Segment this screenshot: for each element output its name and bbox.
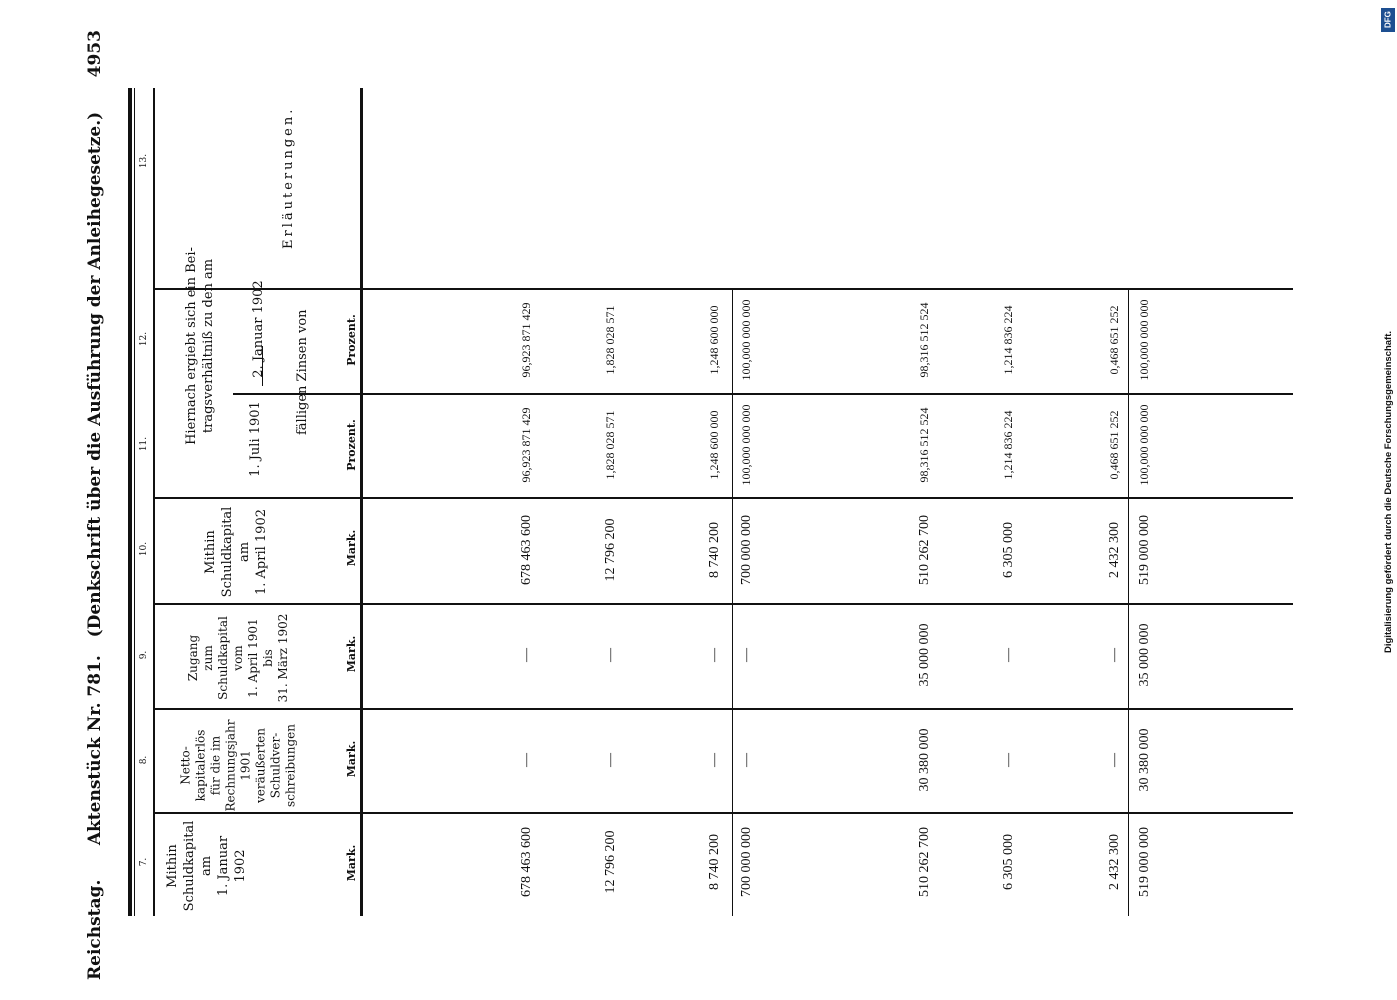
table-cell-c8: — (519, 753, 534, 767)
table-cell-c10: 510 262 700 (917, 515, 932, 585)
table-cell-c12: 98,316 512 524 (917, 302, 931, 378)
unit-col-7: Mark. (345, 844, 358, 882)
colnum-13: 13. (139, 153, 149, 169)
table-cell-c9: 35 000 000 (1137, 623, 1152, 687)
table-cell-c10: 519 000 000 (1137, 515, 1152, 585)
table-cell-c9: 35 000 000 (917, 623, 932, 687)
table-cell-c8: — (1001, 753, 1016, 767)
table-cell-c7: 6 305 000 (1001, 834, 1016, 890)
table-cell-c9: — (1107, 648, 1122, 662)
page-number: 4953 (85, 30, 105, 78)
table-cell-c8: — (1107, 753, 1122, 767)
unit-col-9: Mark. (345, 635, 358, 673)
colnum-11: 11. (139, 436, 149, 452)
table-top-rule-2 (134, 88, 135, 916)
unit-col-12: Prozent. (345, 314, 358, 366)
table-cell-c9: — (707, 648, 722, 662)
table-cell-c11: 100,000 000 000 (1137, 404, 1151, 486)
table-cell-c10: 700 000 000 (739, 515, 754, 585)
unit-col-11: Prozent. (345, 419, 358, 471)
table-cell-c8: — (707, 753, 722, 767)
table-cell-c12: 0,468 651 252 (1107, 305, 1121, 375)
table-cell-c7: 8 740 200 (707, 834, 722, 890)
colnum-8: 8. (139, 755, 149, 765)
table-cell-c8: — (603, 753, 618, 767)
header-col-13: Erläuterungen. (281, 106, 296, 249)
table-cell-c8: 30 380 000 (1137, 728, 1152, 792)
table-cell-c9: — (1001, 648, 1016, 662)
header-col-10: Mithin Schuldkapital am 1. April 1902 (203, 506, 269, 598)
table-cell-c7: 678 463 600 (519, 827, 534, 897)
table-cell-c12: 96,923 871 429 (519, 302, 533, 378)
table-cell-c7: 510 262 700 (917, 827, 932, 897)
table-top-rule-1 (128, 88, 132, 916)
colnum-12: 12. (139, 331, 149, 347)
table-cell-c11: 1,828 028 571 (603, 410, 617, 480)
table-cell-c10: 678 463 600 (519, 515, 534, 585)
table-cell-c7: 700 000 000 (739, 827, 754, 897)
colnum-7: 7. (139, 857, 149, 867)
table-cell-c12: 1,214 836 224 (1001, 305, 1015, 375)
joint-header-date-12: 2. Januar 1902 (251, 280, 266, 378)
unit-col-8: Mark. (345, 740, 358, 778)
total-sep-2 (1128, 288, 1129, 916)
joint-header-text: Hiernach ergiebt sich ein Bei- tragsverhältniß zu den am (184, 247, 216, 445)
total-sep-1 (732, 288, 733, 916)
table-cell-c11: 1,248 600 000 (707, 410, 721, 480)
table-cell-c11: 1,214 836 224 (1001, 410, 1015, 480)
table-cell-c12: 100,000 000 000 (739, 299, 753, 381)
colnum-10: 10. (139, 541, 149, 557)
table-cell-c10: 2 432 300 (1107, 522, 1122, 578)
table-cell-c11: 100,000 000 000 (739, 404, 753, 486)
table-cell-c10: 8 740 200 (707, 522, 722, 578)
table-cell-c7: 519 000 000 (1137, 827, 1152, 897)
col-sep-11-12 (233, 393, 1293, 395)
joint-header-line3: fälligen Zinsen von (295, 309, 310, 435)
table-cell-c12: 1,828 028 571 (603, 305, 617, 375)
table-cell-c10: 6 305 000 (1001, 522, 1016, 578)
table-header-rule (153, 88, 155, 916)
colnum-9: 9. (139, 650, 149, 660)
unit-col-10: Mark. (345, 529, 358, 567)
header-left: Reichstag. (85, 879, 105, 980)
table-cell-c9: — (739, 648, 754, 662)
table-cell-c8: 30 380 000 (917, 728, 932, 792)
table-unit-rule (360, 88, 363, 916)
digitization-note: Digitalisierung gefördert durch die Deutsche Forschungsgemeinschaft. (1383, 331, 1394, 653)
table-cell-c12: 100,000 000 000 (1137, 299, 1151, 381)
table-cell-c10: 12 796 200 (603, 518, 618, 582)
running-header (80, 30, 110, 980)
header-col-7: Mithin Schuldkapital am 1. Januar 1902 (164, 820, 248, 912)
table-cell-c9: — (603, 648, 618, 662)
table-cell-c11: 96,923 871 429 (519, 407, 533, 483)
table-cell-c11: 98,316 512 524 (917, 407, 931, 483)
header-col-8: Netto- kapitalerlös für die im Rechnungsjahr 1901 veräußerten Schuldver- schreibungen (178, 719, 297, 812)
dfg-logo: DFG (1381, 8, 1395, 32)
table-cell-c9: — (519, 648, 534, 662)
table-cell-c11: 0,468 651 252 (1107, 410, 1121, 480)
table-cell-c12: 1,248 600 000 (707, 305, 721, 375)
joint-header-date-11: 1. Juli 1901 (248, 401, 263, 477)
header-title: Aktenstück Nr. 781. (Denkschrift über die Ausführung der Anleihegesetze.) (85, 111, 105, 846)
table-cell-c8: — (739, 753, 754, 767)
header-col-9: Zugang zum Schuldkapital vom 1. April 1901 bis 31. März 1902 (185, 613, 290, 703)
table-cell-c7: 12 796 200 (603, 830, 618, 894)
table-cell-c7: 2 432 300 (1107, 834, 1122, 890)
